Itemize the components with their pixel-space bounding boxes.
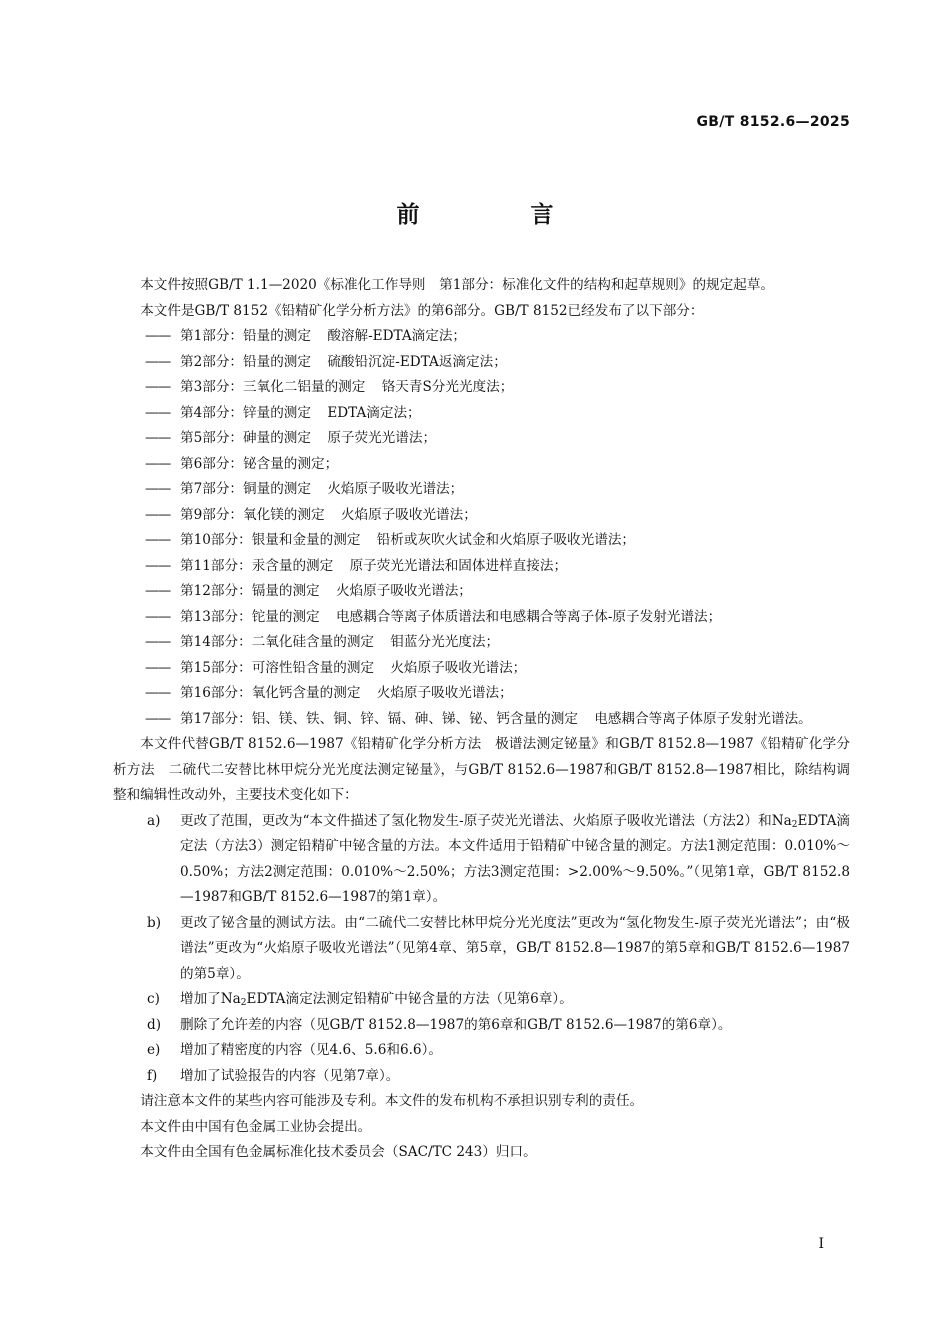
part-method: 火焰原子吸收光谱法； [376,685,513,701]
list-marker: e) [147,1042,161,1058]
dash-marker: —— [145,455,171,472]
part-method: EDTA滴定法； [327,404,421,421]
dash-marker: —— [145,710,171,727]
changes-list [113,809,850,1090]
dash-marker: —— [145,557,171,574]
part-item [113,554,850,580]
part-method: 铬天青S分光光度法； [381,379,514,395]
part-name: 铜量的测定 [243,481,311,497]
list-marker: c) [147,991,160,1007]
part-item [113,426,850,452]
part-number: 第13部分： [180,608,252,625]
dash-marker: —— [145,328,171,344]
part-name: 二氧化硅含量的测定 [251,634,375,650]
part-item [113,503,850,529]
dash-marker: —— [145,583,171,599]
standard-number: GB/T 8152.6—2025 [696,114,850,130]
part-name: 可溶性铅含量的测定 [251,659,375,676]
proposed-by: 本文件由中国有色金属工业协会提出。 [140,1118,372,1135]
part-number: 第2部分： [180,353,244,370]
centralized-by: 本文件由全国有色金属标准化技术委员会（SAC/TC 243）归口。 [140,1144,537,1160]
part-item [113,579,850,605]
part-number: 第15部分： [180,659,252,676]
intro-paragraph-2: 本文件是GB/T 8152《铅精矿化学分析方法》的第6部分。GB/T 8152已经发布了以下部分： [140,302,704,319]
part-number: 第17部分： [180,710,252,727]
part-item [113,401,850,427]
foreword-body [113,273,850,1166]
part-item [113,528,850,554]
part-method: 电感耦合等离子体原子发射光谱法。 [594,710,812,727]
change-item [113,1013,850,1039]
part-method: 原子荧光光谱法和固体进样直接法； [349,557,568,574]
subscript: 2 [791,819,798,830]
part-number: 第12部分： [180,583,252,599]
part-method: 电感耦合等离子体质谱法和电感耦合等离子体-原子发射光谱法； [335,608,722,625]
change-item [113,987,850,1013]
part-name: 铅量的测定 [243,353,311,370]
change-text: 增加了Na [180,991,241,1007]
subscript: 2 [240,998,247,1008]
change-text: 增加了试验报告的内容（见第7章）。 [180,1067,400,1084]
change-item [113,1038,850,1064]
replacement-paragraph: 本文件代替GB/T 8152.6—1987《铅精矿化学分析方法 极谱法测定铋量》和GB/T 8152.8—1987《铅精矿化学分析方法 二硫代二安替比林甲烷分光光度法测定铋量》，与GB/T 8152.6—1987和GB/T 8152.8—1987相比，除结构调整和编辑性改动外，主要技术变化如下： [113,736,850,803]
part-method: 火焰原子吸收光谱法； [340,506,477,523]
page-number: I [818,1236,824,1252]
part-name: 氧化钙含量的测定 [251,685,361,701]
change-item [113,809,850,911]
part-number: 第10部分： [180,532,252,548]
part-number: 第1部分： [180,328,244,344]
part-name: 锌量的测定 [243,404,311,421]
dash-marker: —— [145,608,171,625]
intro-paragraph-1: 本文件按照GB/T 1.1—2020《标准化工作导则 第1部分：标准化文件的结构和起草规则》的规定起草。 [140,277,775,293]
change-text: EDTA滴定法测定铅精矿中铋含量的方法（见第6章）。 [246,991,573,1007]
list-marker: f) [147,1067,158,1084]
dash-marker: —— [145,659,171,676]
dash-marker: —— [145,481,171,497]
dash-marker: —— [145,353,171,370]
dash-marker: —— [145,430,171,446]
list-marker: b) [147,914,162,931]
dash-marker: —— [145,634,171,650]
part-name: 镉量的测定 [251,583,320,599]
part-name: 铅量的测定 [243,328,311,344]
list-marker: a) [147,812,161,829]
part-name: 砷量的测定 [243,430,311,446]
part-number: 第16部分： [180,685,252,701]
part-name: 银量和金量的测定 [251,532,361,548]
part-name: 铝、镁、铁、铜、锌、镉、砷、锑、铋、钙含量的测定 [251,710,578,727]
dash-marker: —— [145,532,171,548]
dash-marker: —— [145,404,171,421]
part-item [113,452,850,478]
part-item [113,656,850,682]
part-name: 铋含量的测定； [243,455,339,472]
dash-marker: —— [145,506,171,523]
part-method: 火焰原子吸收光谱法； [335,583,472,599]
part-number: 第11部分： [180,557,252,574]
patent-notice: 请注意本文件的某些内容可能涉及专利。本文件的发布机构不承担识别专利的责任。 [140,1093,644,1109]
part-number: 第3部分： [180,379,244,395]
part-method: 钼蓝分光光度法； [390,634,500,650]
part-number: 第14部分： [180,634,252,650]
part-item [113,350,850,376]
change-item [113,911,850,988]
change-text: 更改了范围，更改为“本文件描述了氢化物发生-原子荧光光谱法、火焰原子吸收光谱法（方法2）和Na [180,812,792,829]
part-name: 氧化镁的测定 [243,506,325,523]
part-item [113,630,850,656]
part-number: 第6部分： [180,455,244,472]
part-item [113,681,850,707]
part-item [113,707,850,733]
part-number: 第4部分： [180,404,244,421]
dash-marker: —— [145,379,171,395]
part-method: 火焰原子吸收光谱法； [390,659,527,676]
part-name: 三氧化二铝量的测定 [243,379,366,395]
change-text: 增加了精密度的内容（见4.6、5.6和6.6）。 [180,1042,442,1058]
part-item [113,477,850,503]
dash-marker: —— [145,685,171,701]
part-number: 第5部分： [180,430,244,446]
part-item [113,375,850,401]
part-number: 第9部分： [180,506,244,523]
list-marker: d) [147,1016,162,1033]
part-method: 铅析或灰吹火试金和火焰原子吸收光谱法； [376,532,636,548]
change-text: EDTA滴定法（方法3）测定铅精矿中铋含量的方法。本文件适用于铅精矿中铋含量的测定。方法1测定范围：0.010%～0.50%；方法2测定范围：0.010%～2.50%；方法3测定范围：>2.00%～9.50%。”（见第1章，GB/T 8152.8—1987和GB/T 8152.6—1987的第1章）。 [180,812,851,905]
page-title: 前 言 [396,202,598,228]
part-name: 铊量的测定 [251,608,320,625]
part-name: 汞含量的测定 [251,557,334,574]
part-method: 原子荧光光谱法； [327,430,437,446]
change-item [113,1064,850,1090]
change-text: 更改了铋含量的测试方法。由“二硫代二安替比林甲烷分光光度法”更改为“氢化物发生-原子荧光光谱法”；由“极谱法”更改为“火焰原子吸收光谱法”（见第4章、第5章，GB/T 8152.8—1987的第5章和GB/T 8152.6—1987的第5章）。 [180,914,850,982]
part-item [113,324,850,350]
part-number: 第7部分： [180,481,244,497]
part-method: 火焰原子吸收光谱法； [327,481,464,497]
part-item [113,605,850,631]
part-method: 硫酸铅沉淀-EDTA返滴定法； [327,353,507,370]
parts-list [113,324,850,732]
part-method: 酸溶解-EDTA滴定法； [327,328,467,344]
change-text: 删除了允许差的内容（见GB/T 8152.8—1987的第6章和GB/T 8152.6—1987的第6章）。 [180,1016,732,1033]
